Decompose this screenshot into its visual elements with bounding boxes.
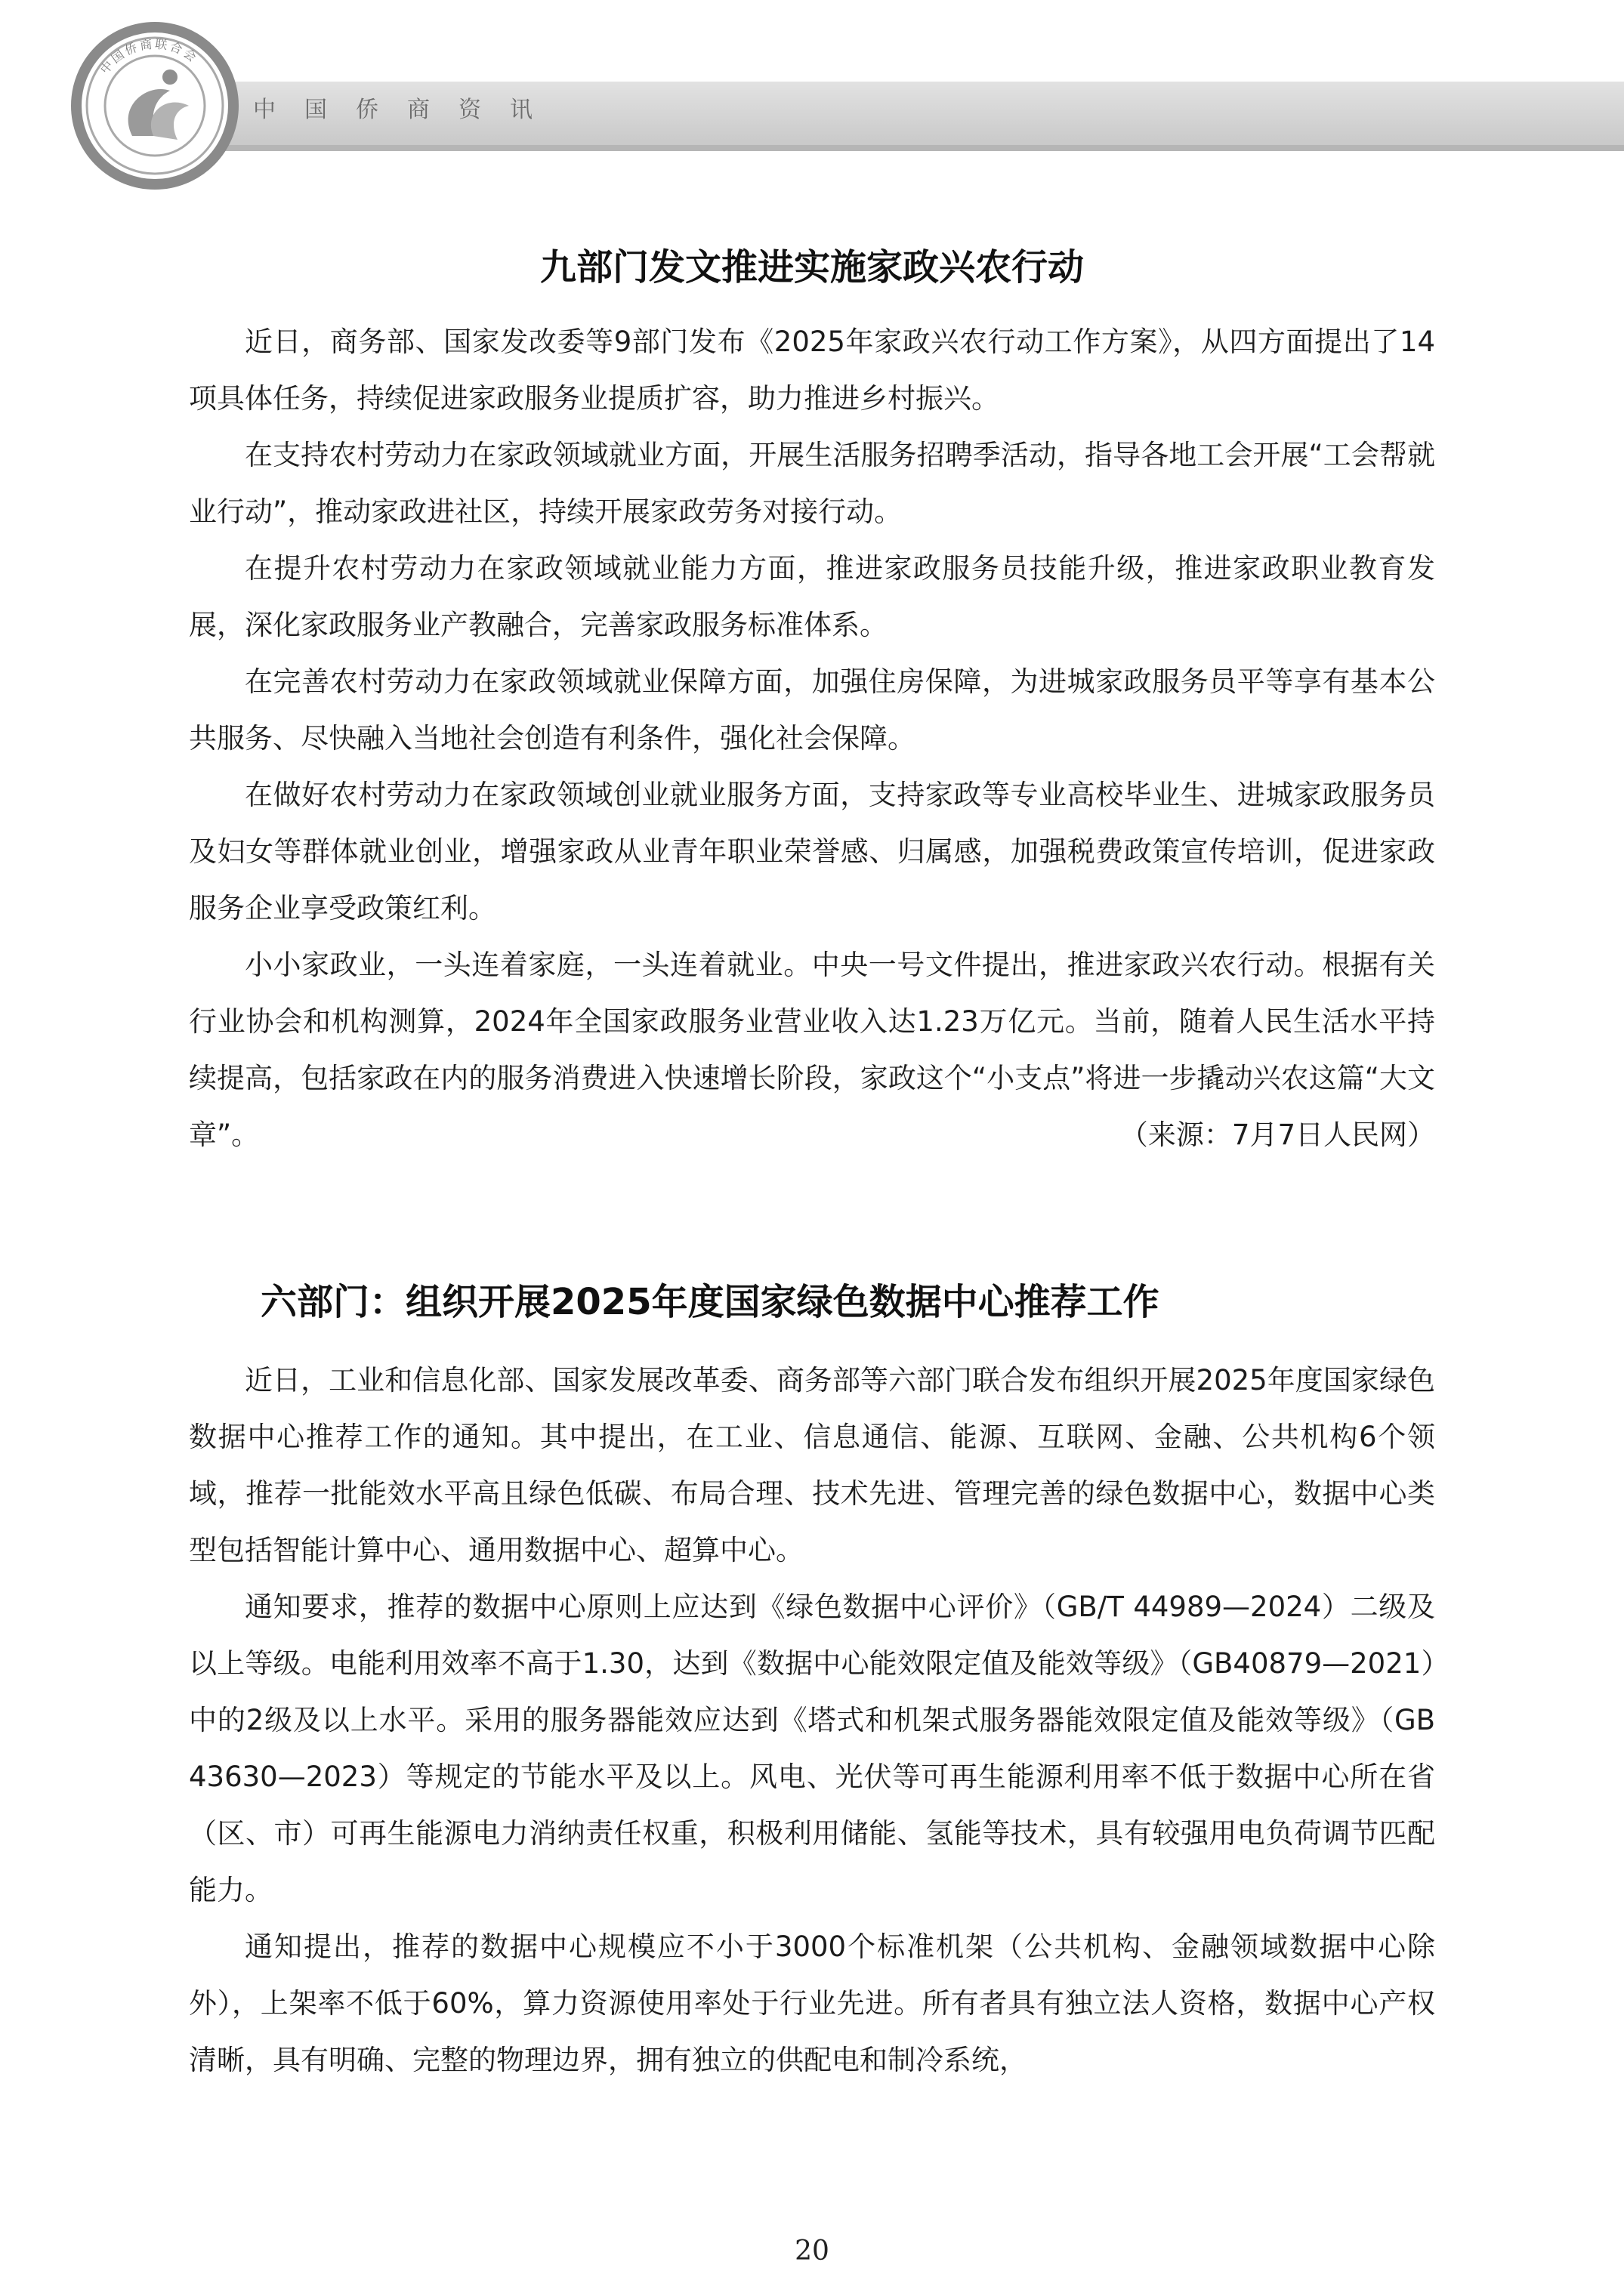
article-1-source: （来源：7月7日人民网） [1119,1119,1435,1151]
article-1-paragraph: 在完善农村劳动力在家政领域就业保障方面，加强住房保障，为进城家政服务员平等享有基本公共服务、尽快融入当地社会创造有利条件，强化社会保障。 [189,665,1435,755]
article-1-body [189,313,1435,1163]
article-2-paragraph: 通知要求，推荐的数据中心原则上应达到《绿色数据中心评价》（GB/T 44989—2024）二级及以上等级。电能利用效率不高于1.30，达到《数据中心能效限定值及能效等级》（GB40879—2021）中的2级及以上水平。采用的服务器能效应达到《塔式和机架式服务器能效限定值及能效等级》（GB 43630—2023）等规定的节能水平及以上。风电、光伏等可再生能源利用率不低于数据中心所在省（区、市）可再生能源电力消纳责任权重，积极利用储能、氢能等技术，具有较强用电负荷调节匹配能力。 [189,1591,1435,1906]
header-band-shadow [155,145,1624,151]
article-1-paragraph: 在做好农村劳动力在家政领域创业就业服务方面，支持家政等专业高校毕业生、进城家政服务员及妇女等群体就业创业，增强家政从业青年职业荣誉感、归属感，加强税费政策宣传培训，促进家政服务企业享受政策红利。 [189,779,1435,924]
article-2-paragraph: 近日，工业和信息化部、国家发展改革委、商务部等六部门联合发布组织开展2025年度国家绿色数据中心推荐工作的通知。其中提出，在工业、信息通信、能源、互联网、金融、公共机构6个领域，推荐一批能效水平高且绿色低碳、布局合理、技术先进、管理完善的绿色数据中心，数据中心类型包括智能计算中心、通用数据中心、超算中心。 [189,1364,1435,1566]
article-2-paragraph: 通知提出，推荐的数据中心规模应不小于3000个标准机架（公共机构、金融领域数据中心除外），上架率不低于60%，算力资源使用率处于行业先进。所有者具有独立法人资格，数据中心产权清晰，具有明确、完整的物理边界，拥有独立的供配电和制冷系统， [189,1930,1435,2076]
article-1-paragraph: 在提升农村劳动力在家政领域就业能力方面，推进家政服务员技能升级，推进家政职业教育发展，深化家政服务业产教融合，完善家政服务标准体系。 [189,552,1435,641]
logo-ring-text: 中国侨商联合会 [97,36,201,77]
article-2-title: 六部门：组织开展2025年度国家绿色数据中心推荐工作 [261,1281,1159,1323]
association-logo-icon [64,15,245,196]
article-1-paragraph: 近日，商务部、国家发改委等9部门发布《2025年家政兴农行动工作方案》，从四方面提出了14项具体任务，持续促进家政服务业提质扩容，助力推进乡村振兴。 [189,326,1435,415]
article-2-body [189,1352,1435,2088]
article-1-paragraph: 在支持农村劳动力在家政领域就业方面，开展生活服务招聘季活动，指导各地工会开展“工会帮就业行动”，推动家政进社区，持续开展家政劳务对接行动。 [189,439,1435,528]
article-1-paragraph: 小小家政业，一头连着家庭，一头连着就业。中央一号文件提出，推进家政兴农行动。根据有关行业协会和机构测算，2024年全国家政服务业营业收入达1.23万亿元。当前，随着人民生活水平持续提高，包括家政在内的服务消费进入快速增长阶段，家政这个“小支点”将进一步撬动兴农这篇“大文章”。 [189,949,1435,1151]
page-number: 20 [795,2236,829,2267]
page-header [0,0,1624,196]
article-1-title: 九部门发文推进实施家政兴农行动 [539,246,1084,289]
magazine-name: 中国侨商资讯 [253,97,561,123]
